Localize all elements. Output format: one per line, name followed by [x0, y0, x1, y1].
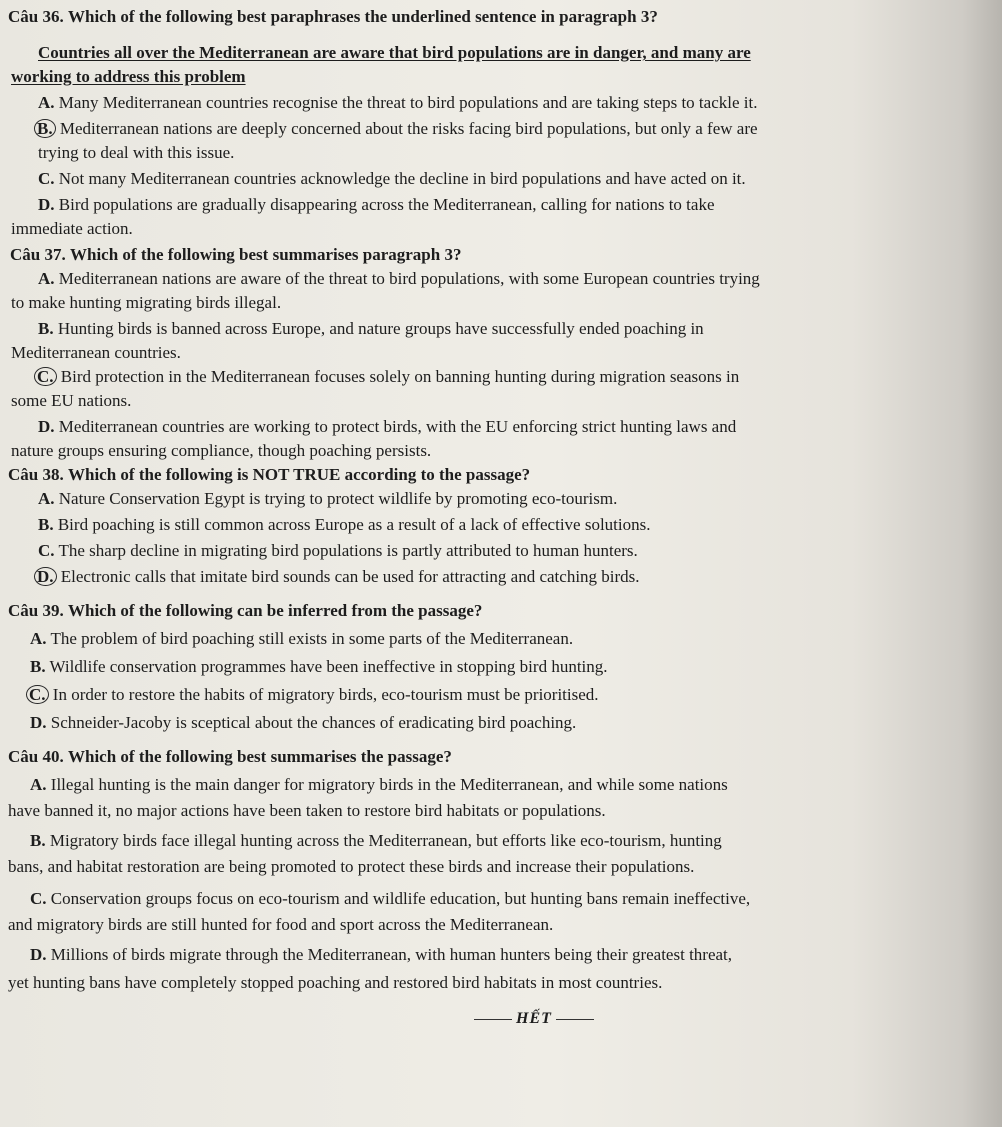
option-40-b-cont: bans, and habitat restoration are being promoted to protect these birds and increase their populations.: [8, 857, 695, 876]
option-40-b[interactable]: B. Migratory birds face illegal hunting across the Mediterranean, but efforts like eco-tourism, hunting: [30, 831, 722, 850]
circled-answer-mark: D.: [34, 567, 57, 586]
question-39: [8, 600, 482, 622]
question-text: Which of the following is NOT TRUE according to the passage?: [67, 465, 531, 484]
option-36-a[interactable]: A. Many Mediterranean countries recognise the threat to bird populations and are taking steps to tackle it.: [38, 93, 758, 112]
question-36: [8, 6, 658, 28]
question-label: Câu 38.: [8, 465, 64, 484]
option-37-c[interactable]: C. Bird protection in the Mediterranean focuses solely on banning hunting during migration seasons in: [38, 366, 739, 388]
divider: [474, 1019, 512, 1020]
underlined-sentence-line-2: working to address this problem: [11, 67, 246, 86]
option-40-c[interactable]: C. Conservation groups focus on eco-tourism and wildlife education, but hunting bans remain ineffective,: [30, 889, 751, 908]
option-37-d-cont: nature groups ensuring compliance, though poaching persists.: [11, 441, 432, 460]
option-40-d-cont: yet hunting bans have completely stopped poaching and restored bird habitats in most countries.: [8, 973, 663, 992]
option-39-d[interactable]: D. Schneider-Jacoby is sceptical about the chances of eradicating bird poaching.: [30, 713, 577, 732]
option-36-b[interactable]: B. Mediterranean nations are deeply concerned about the risks facing bird populations, but only a few are: [38, 118, 758, 140]
divider: [556, 1019, 594, 1020]
circled-answer-mark: C.: [26, 685, 49, 704]
option-37-a[interactable]: A. Mediterranean nations are aware of the threat to bird populations, with some European countries trying: [38, 269, 760, 288]
option-40-a-cont: have banned it, no major actions have been taken to restore bird habitats or populations.: [8, 801, 606, 820]
option-37-a-cont: to make hunting migrating birds illegal.: [11, 293, 282, 312]
question-37: [10, 244, 461, 266]
option-39-a[interactable]: A. The problem of bird poaching still exists in some parts of the Mediterranean.: [30, 629, 574, 648]
option-37-c-cont: some EU nations.: [11, 391, 132, 410]
option-38-c[interactable]: C. The sharp decline in migrating bird populations is partly attributed to human hunters.: [38, 541, 638, 560]
question-text: Which of the following best summarises the passage?: [67, 747, 452, 766]
option-36-c[interactable]: C. Not many Mediterranean countries acknowledge the decline in bird populations and have acted on it.: [38, 169, 746, 188]
question-40: [8, 746, 452, 768]
option-40-a[interactable]: A. Illegal hunting is the main danger for migratory birds in the Mediterranean, and while some nations: [30, 775, 728, 794]
option-37-b[interactable]: B. Hunting birds is banned across Europe, and nature groups have successfully ended poaching in: [38, 319, 704, 338]
question-label: Câu 37.: [10, 245, 66, 264]
question-text: Which of the following can be inferred from the passage?: [67, 601, 483, 620]
option-36-d[interactable]: D. Bird populations are gradually disappearing across the Mediterranean, calling for nations to take: [38, 195, 715, 214]
circled-answer-mark: C.: [34, 367, 57, 386]
option-36-d-cont: immediate action.: [11, 219, 133, 238]
option-38-a[interactable]: A. Nature Conservation Egypt is trying to protect wildlife by promoting eco-tourism.: [38, 489, 618, 508]
question-text: Which of the following best paraphrases the underlined sentence in paragraph 3?: [67, 7, 658, 26]
question-label: Câu 39.: [8, 601, 64, 620]
question-label: Câu 36.: [8, 7, 64, 26]
option-38-d[interactable]: D. Electronic calls that imitate bird sounds can be used for attracting and catching birds.: [38, 566, 640, 588]
option-37-b-cont: Mediterranean countries.: [11, 343, 181, 362]
option-36-b-cont: trying to deal with this issue.: [38, 143, 235, 162]
question-text: Which of the following best summarises paragraph 3?: [69, 245, 462, 264]
question-38: [8, 464, 530, 486]
option-37-d[interactable]: D. Mediterranean countries are working to protect birds, with the EU enforcing strict hunting laws and: [38, 417, 737, 436]
option-39-b[interactable]: B. Wildlife conservation programmes have been ineffective in stopping bird hunting.: [30, 657, 608, 676]
option-39-c[interactable]: C. In order to restore the habits of migratory birds, eco-tourism must be prioritised.: [30, 684, 599, 706]
end-marker: HẾT: [470, 1010, 598, 1028]
option-40-d[interactable]: D. Millions of birds migrate through the Mediterranean, with human hunters being their greatest threat,: [30, 945, 733, 964]
underlined-sentence-line-1: Countries all over the Mediterranean are aware that bird populations are in danger, and many are: [38, 43, 751, 62]
option-38-b[interactable]: B. Bird poaching is still common across Europe as a result of a lack of effective solutions.: [38, 515, 651, 534]
circled-answer-mark: B.: [34, 119, 56, 138]
question-label: Câu 40.: [8, 747, 64, 766]
option-40-c-cont: and migratory birds are still hunted for food and sport across the Mediterranean.: [8, 915, 554, 934]
